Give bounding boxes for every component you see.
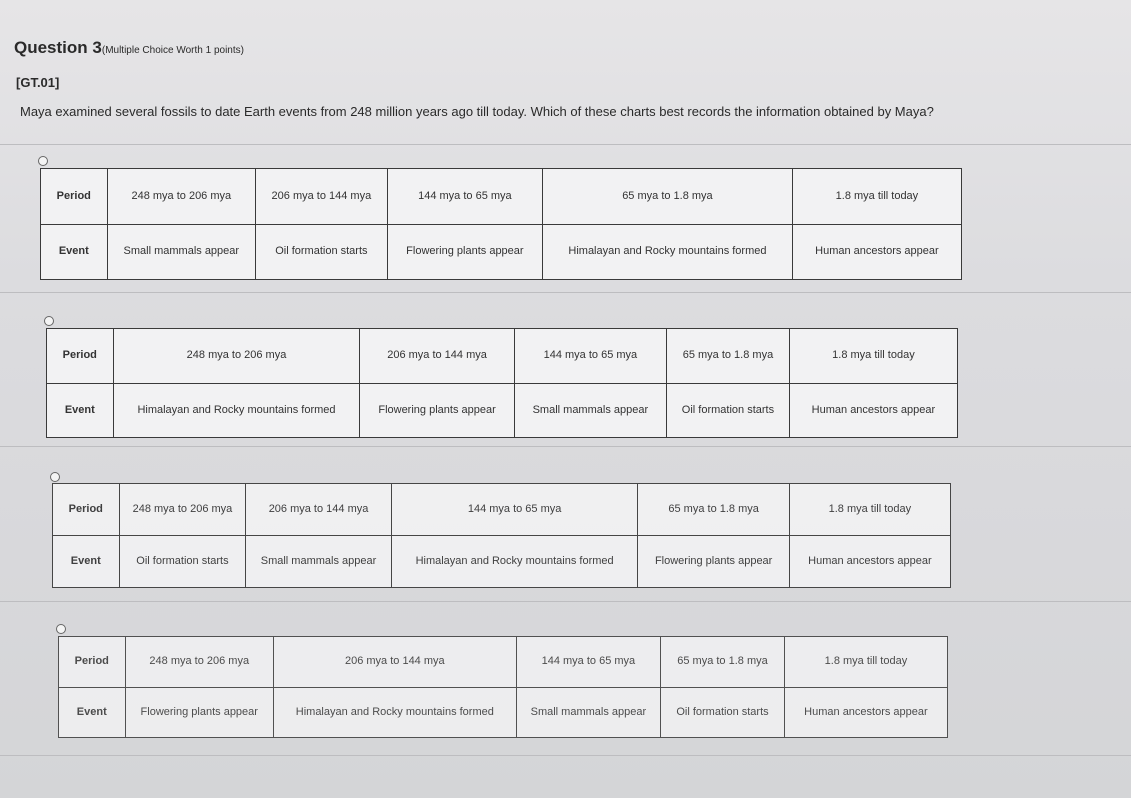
option-d-table[interactable] <box>58 636 948 738</box>
period-row <box>41 169 962 225</box>
period-cell: 248 mya to 206 mya <box>119 484 246 536</box>
period-cell: 65 mya to 1.8 mya <box>661 637 785 688</box>
event-label: Event <box>53 536 120 588</box>
event-cell: Small mammals appear <box>516 687 660 738</box>
period-label: Period <box>59 637 126 688</box>
period-cell: 1.8 mya till today <box>784 637 947 688</box>
question-text: Maya examined several fossils to date Earth events from 248 million years ago till today. Which of these charts best records the information obtained by Maya? <box>20 104 934 119</box>
event-cell: Himalayan and Rocky mountains formed <box>391 536 638 588</box>
event-cell: Human ancestors appear <box>789 536 950 588</box>
option-divider <box>0 755 1131 756</box>
period-cell: 1.8 mya till today <box>789 484 950 536</box>
event-cell: Oil formation starts <box>256 224 388 280</box>
period-label: Period <box>41 169 108 225</box>
period-cell: 248 mya to 206 mya <box>113 329 360 384</box>
event-cell: Oil formation starts <box>119 536 246 588</box>
period-cell: 1.8 mya till today <box>789 329 957 384</box>
event-cell: Flowering plants appear <box>125 687 273 738</box>
period-cell: 144 mya to 65 mya <box>514 329 666 384</box>
event-label: Event <box>47 383 114 438</box>
period-cell: 206 mya to 144 mya <box>360 329 514 384</box>
event-cell: Human ancestors appear <box>789 383 957 438</box>
period-cell: 144 mya to 65 mya <box>516 637 660 688</box>
question-number: Question 3 <box>14 38 102 57</box>
period-row <box>53 484 951 536</box>
period-cell: 206 mya to 144 mya <box>273 637 516 688</box>
event-cell: Himalayan and Rocky mountains formed <box>543 224 793 280</box>
event-row <box>53 536 951 588</box>
event-cell: Oil formation starts <box>661 687 785 738</box>
option-a-radio[interactable] <box>38 156 48 166</box>
period-label: Period <box>53 484 120 536</box>
event-label: Event <box>59 687 126 738</box>
period-cell: 144 mya to 65 mya <box>387 169 542 225</box>
option-divider <box>0 292 1131 293</box>
event-row <box>47 383 958 438</box>
period-cell: 206 mya to 144 mya <box>246 484 391 536</box>
option-divider <box>0 144 1131 145</box>
event-cell: Flowering plants appear <box>360 383 514 438</box>
period-cell: 1.8 mya till today <box>792 169 961 225</box>
event-row <box>59 687 948 738</box>
event-cell: Human ancestors appear <box>784 687 947 738</box>
option-b-radio[interactable] <box>44 316 54 326</box>
period-cell: 144 mya to 65 mya <box>391 484 638 536</box>
event-cell: Small mammals appear <box>246 536 391 588</box>
event-cell: Small mammals appear <box>514 383 666 438</box>
option-c-table[interactable] <box>52 483 951 588</box>
period-row <box>47 329 958 384</box>
period-label: Period <box>47 329 114 384</box>
option-b-table[interactable] <box>46 328 958 438</box>
option-a-table[interactable] <box>40 168 962 280</box>
period-cell: 248 mya to 206 mya <box>107 169 255 225</box>
period-cell: 65 mya to 1.8 mya <box>543 169 793 225</box>
period-cell: 65 mya to 1.8 mya <box>667 329 790 384</box>
option-divider <box>0 601 1131 602</box>
option-d-radio[interactable] <box>56 624 66 634</box>
period-row <box>59 637 948 688</box>
event-row <box>41 224 962 280</box>
standard-code: [GT.01] <box>16 75 60 90</box>
period-cell: 206 mya to 144 mya <box>256 169 388 225</box>
question-title <box>14 38 244 58</box>
option-c-radio[interactable] <box>50 472 60 482</box>
points-note: (Multiple Choice Worth 1 points) <box>101 45 244 56</box>
option-divider <box>0 446 1131 447</box>
event-cell: Himalayan and Rocky mountains formed <box>113 383 360 438</box>
event-cell: Flowering plants appear <box>387 224 542 280</box>
event-cell: Small mammals appear <box>107 224 255 280</box>
event-cell: Human ancestors appear <box>792 224 961 280</box>
period-cell: 248 mya to 206 mya <box>125 637 273 688</box>
event-cell: Flowering plants appear <box>638 536 789 588</box>
event-cell: Oil formation starts <box>667 383 790 438</box>
event-label: Event <box>41 224 108 280</box>
period-cell: 65 mya to 1.8 mya <box>638 484 789 536</box>
event-cell: Himalayan and Rocky mountains formed <box>273 687 516 738</box>
